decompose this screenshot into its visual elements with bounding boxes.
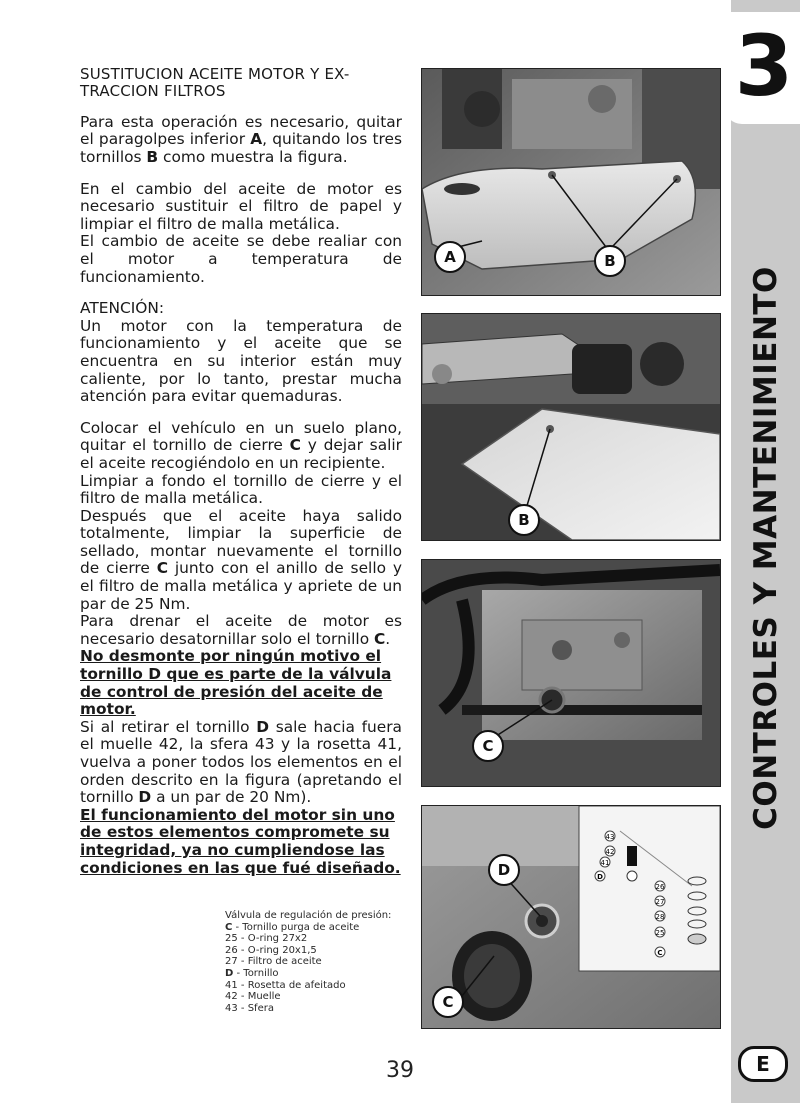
legend-item: 27 - Filtro de aceite [225,956,322,968]
legend-item: 26 - O-ring 20x1,5 [225,944,317,956]
legend-item: 42 - Muelle [225,991,281,1003]
diagram-label: 27 [655,898,665,906]
callout-b: B [508,504,540,536]
photo-skid-plate-side [421,313,721,541]
language-badge: E [738,1046,788,1082]
photo-pressure-valve [421,805,721,1029]
photo-engine-drain-plug [421,559,721,787]
diagram-label: 41 [600,859,610,867]
diagram-label: C [657,949,663,957]
callout-c: C [432,986,464,1018]
section-heading: SUSTITUCION ACEITE MOTOR Y EX- TRACCION FILTROS [80,65,350,101]
diagram-label: 42 [605,848,615,856]
diagram-label: D [597,873,603,881]
photo-1-illustration [422,69,720,295]
attention-text: Un motor con la temperatura de funcionamiento y el aceite que se encuentra en su interior están muy caliente, por lo tanto, prestar mucha atención para evitar quemaduras. [80,316,402,406]
callout-a: A [434,241,466,273]
callout-d: D [488,854,520,886]
photo-skid-plate-front [421,68,721,296]
paragraph: Colocar el vehículo en un suelo plano, quitar el tornillo de cierre C y dejar salir el aceite recogiéndolo en un recipiente. [80,418,402,472]
paragraph: Para drenar el aceite de motor es necesario desatornillar solo el tornillo C. [80,612,402,648]
photo-3-illustration [422,560,720,786]
callout-b: B [594,245,626,277]
paragraph: Después que el aceite haya salido totalmente, limpiar la superficie de sellado, montar nuevamente el tornillo de cierre C junto con el anillo de sello y el filtro de malla metálica y apriete de un par de 25 Nm. [80,506,402,613]
body-text [80,66,402,891]
photo-2-illustration [422,314,720,540]
legend-title: Válvula de regulación de presión: [225,910,392,921]
page-number: 39 [386,1058,414,1083]
legend-item: 25 - O-ring 27x2 [225,933,308,945]
legend-item: C - Tornillo purga de aceite [225,921,360,933]
paragraph: Limpiar a fondo el tornillo de cierre y el filtro de malla metálica. [80,471,402,508]
photo-4-illustration [422,806,720,1028]
attention-label: ATENCIÓN: [80,299,165,318]
diagram-label: 43 [605,833,615,841]
paragraph: El cambio de aceite se debe realiar con el motor a temperatura de funcionamiento. [80,232,402,286]
diagram-label: 28 [655,913,665,921]
warning-text: El funcionamiento del motor sin uno de estos elementos compromete su integridad, ya no cumpliendose las condiciones en las que fué diseñado. [80,805,401,877]
callout-c: C [472,730,504,762]
paragraph: Para esta operación es necesario, quitar el paragolpes inferior A, quitando los tres tornillos B como muestra la figura. [80,112,402,166]
diagram-label: 26 [655,883,665,891]
diagram-label: 25 [655,929,665,937]
legend-item: D - Tornillo [225,967,279,979]
warning-text: No desmonte por ningún motivo el tornillo D que es parte de la válvula de control de presión del aceite de motor. [80,647,392,719]
paragraph: Si al retirar el tornillo D sale hacia fuera el muelle 42, la sfera 43 y la rosetta 41, vuelva a poner todos los elementos en el orden descrito en la figura (apretando el tornillo D a un par de 20 Nm). [80,717,402,807]
chapter-title: CONTROLES Y MANTENIMIENTO [748,266,784,830]
chapter-number: 3 [734,17,794,115]
valve-legend [225,910,395,1014]
paragraph: En el cambio del aceite de motor es necesario sustituir el filtro de papel y limpiar el filtro de malla metálica. [80,179,402,233]
legend-item: 43 - Sfera [225,1002,274,1014]
legend-item: 41 - Rosetta de afeitado [225,979,346,991]
